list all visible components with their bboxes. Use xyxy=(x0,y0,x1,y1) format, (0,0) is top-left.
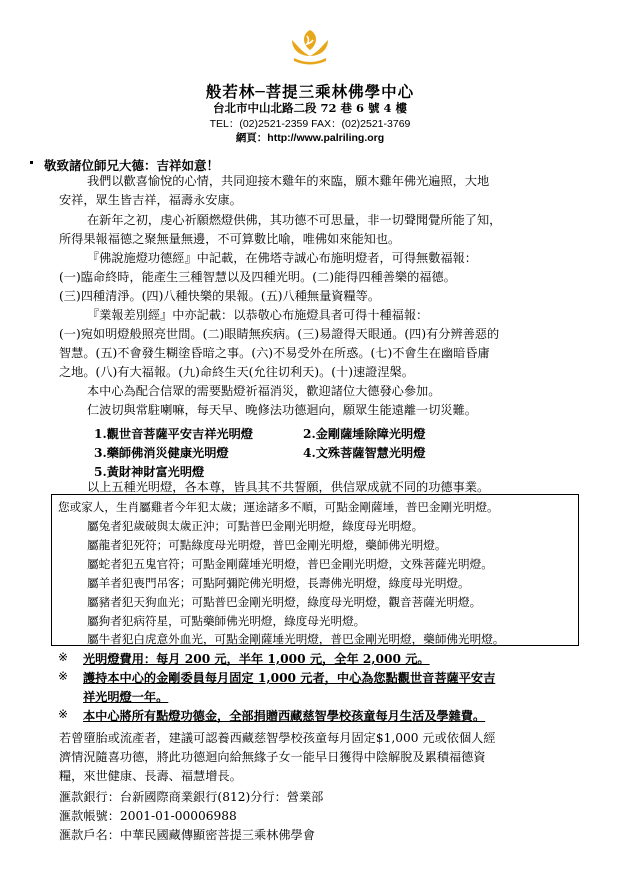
note-mark: ※ xyxy=(58,669,69,683)
note-mark: ※ xyxy=(58,707,69,721)
zodiac-line: 您或家人，生肖屬雞者今年犯太歲；運途諸多不順，可點金剛薩埵，普巴金剛光明燈。 xyxy=(58,500,499,514)
lamp-item: 4.文殊菩薩智慧光明燈 xyxy=(303,446,426,460)
paragraph-line: 所得果報福德之聚無量無邊，不可算數比喻，唯佛如來能知也。 xyxy=(59,232,401,246)
zodiac-line: 屬羊者犯喪門吊客；可點阿彌陀佛光明燈，長壽佛光明燈，綠度母光明燈。 xyxy=(87,576,470,590)
paragraph-line: (一)臨命終時，能產生三種智慧以及四種光明。(二)能得四種善樂的福德。 xyxy=(59,270,456,284)
zodiac-line: 屬牛者犯白虎意外血光，可點金剛薩埵光明燈，普巴金剛光明燈，藥師佛光明燈。 xyxy=(87,632,505,646)
closing-line: 濟情況隨喜功德，將此功德迴向給無緣子女一能早日獲得中陰解脫及累積福德資 xyxy=(59,750,486,764)
paragraph-line: 在新年之初，虔心祈願燃燈供佛，其功德不可思量，非一切聲聞覺所能了知， xyxy=(87,213,502,227)
member-note-cont: 祥光明燈一年。 xyxy=(83,690,169,704)
bank-account: 滙款帳號：2001-01-00006988 xyxy=(59,809,237,823)
paragraph-line: 仁波切與常駐喇嘛，每天早、晚修法功德迴向，願眾生能遠離一切災難。 xyxy=(87,403,477,417)
lamps-summary: 以上五種光明燈，各本尊，皆具其不共誓願，供信眾成就不同的功德事業。 xyxy=(87,480,490,494)
member-note: 護持本中心的金剛委員每月固定 1,000 元者，中心為您點觀世音菩薩平安吉 xyxy=(83,671,496,685)
paragraph-line: 『業報差別經』中亦記載：以恭敬心布施燈具者可得十種福報： xyxy=(87,308,429,322)
paragraph-line: 之地。(八)有大福報。(九)命終生天(允往切利天)。(十)速證涅槃。 xyxy=(59,365,414,379)
paragraph-line: (一)宛如明燈般照亮世間。(二)眼睛無疾病。(三)易證得天眼通。(四)有分辨善惡的 xyxy=(59,327,500,341)
closing-line: 糧，來世健康、長壽、福慧增長。 xyxy=(59,769,242,783)
paragraph-line: 『佛說施燈功德經』中記載，在佛塔寺誠心布施明燈者，可得無數福報： xyxy=(87,251,477,265)
lamp-item: 5.黃財神財富光明燈 xyxy=(94,465,205,479)
paragraph-line: 安祥，眾生皆吉祥，福壽永安康。 xyxy=(59,193,242,207)
org-website: 網頁：http://www.palriling.org xyxy=(235,132,385,144)
greeting: 敬致諸位師兄大德：吉祥如意！ xyxy=(44,158,220,173)
closing-line: 若曾墮胎或流產者，建議可認養西藏慈智學校孩童每月固定$1,000 元或依個人經 xyxy=(59,731,496,745)
lamp-item: 2.金剛薩埵除障光明燈 xyxy=(303,427,426,441)
org-address: 台北市中山北路二段 72 巷 6 號 4 樓 xyxy=(212,101,408,115)
bank-holder: 滙款戶名：中華民國藏傳顯密菩提三乘林佛學會 xyxy=(59,828,315,842)
org-tel-fax: TEL：(02)2521-2359 FAX：(02)2521-3769 xyxy=(209,118,411,130)
zodiac-line: 屬豬者犯天狗血光；可點普巴金剛光明燈，綠度母光明燈，觀音菩薩光明燈。 xyxy=(87,595,482,609)
paragraph-line: 智慧。(五)不會發生糊塗昏暗之事。(六)不易受外在所惑。(七)不會生在幽暗昏庸 xyxy=(59,346,490,360)
zodiac-line: 屬狗者犯病符星，可點藥師佛光明燈，綠度母光明燈。 xyxy=(87,614,366,628)
lamp-item: 3.藥師佛消災健康光明燈 xyxy=(94,446,229,460)
zodiac-line: 屬兔者犯歲破與太歲正沖；可點普巴金剛光明燈，綠度母光明燈。 xyxy=(87,519,424,533)
bank-name: 滙款銀行：台新國際商業銀行(812)分行：營業部 xyxy=(59,790,324,804)
bullet-dot xyxy=(30,161,33,164)
fee-note: 光明燈費用：每月 200 元，半年 1,000 元，全年 2,000 元。 xyxy=(83,652,430,666)
note-mark: ※ xyxy=(58,650,69,664)
lamp-item: 1.觀世音菩薩平安吉祥光明燈 xyxy=(94,427,253,441)
paragraph-line: (三)四種清淨。(四)八種快樂的果報。(五)八種無量資糧等。 xyxy=(59,289,381,303)
donate-note: 本中心將所有點燈功德金，全部捐贈西藏慈智學校孩童每月生活及學雜費。 xyxy=(83,709,486,723)
zodiac-line: 屬蛇者犯五鬼官符；可點金剛薩埵光明燈，普巴金剛光明燈，文殊菩薩光明燈。 xyxy=(87,557,493,571)
lotus-logo-icon xyxy=(288,28,332,68)
zodiac-line: 屬龍者犯死符；可點綠度母光明燈，普巴金剛光明燈，藥師佛光明燈。 xyxy=(87,538,447,552)
paragraph-line: 本中心為配合信眾的需要點燈祈福消災，歡迎諸位大德發心參加。 xyxy=(87,384,441,398)
paragraph-line: 我們以歡喜愉悅的心情，共同迎接木雞年的來臨，願木雞年佛光遍照，大地 xyxy=(87,174,490,188)
org-title: 般若林─菩提三乘林佛學中心 xyxy=(205,82,415,101)
